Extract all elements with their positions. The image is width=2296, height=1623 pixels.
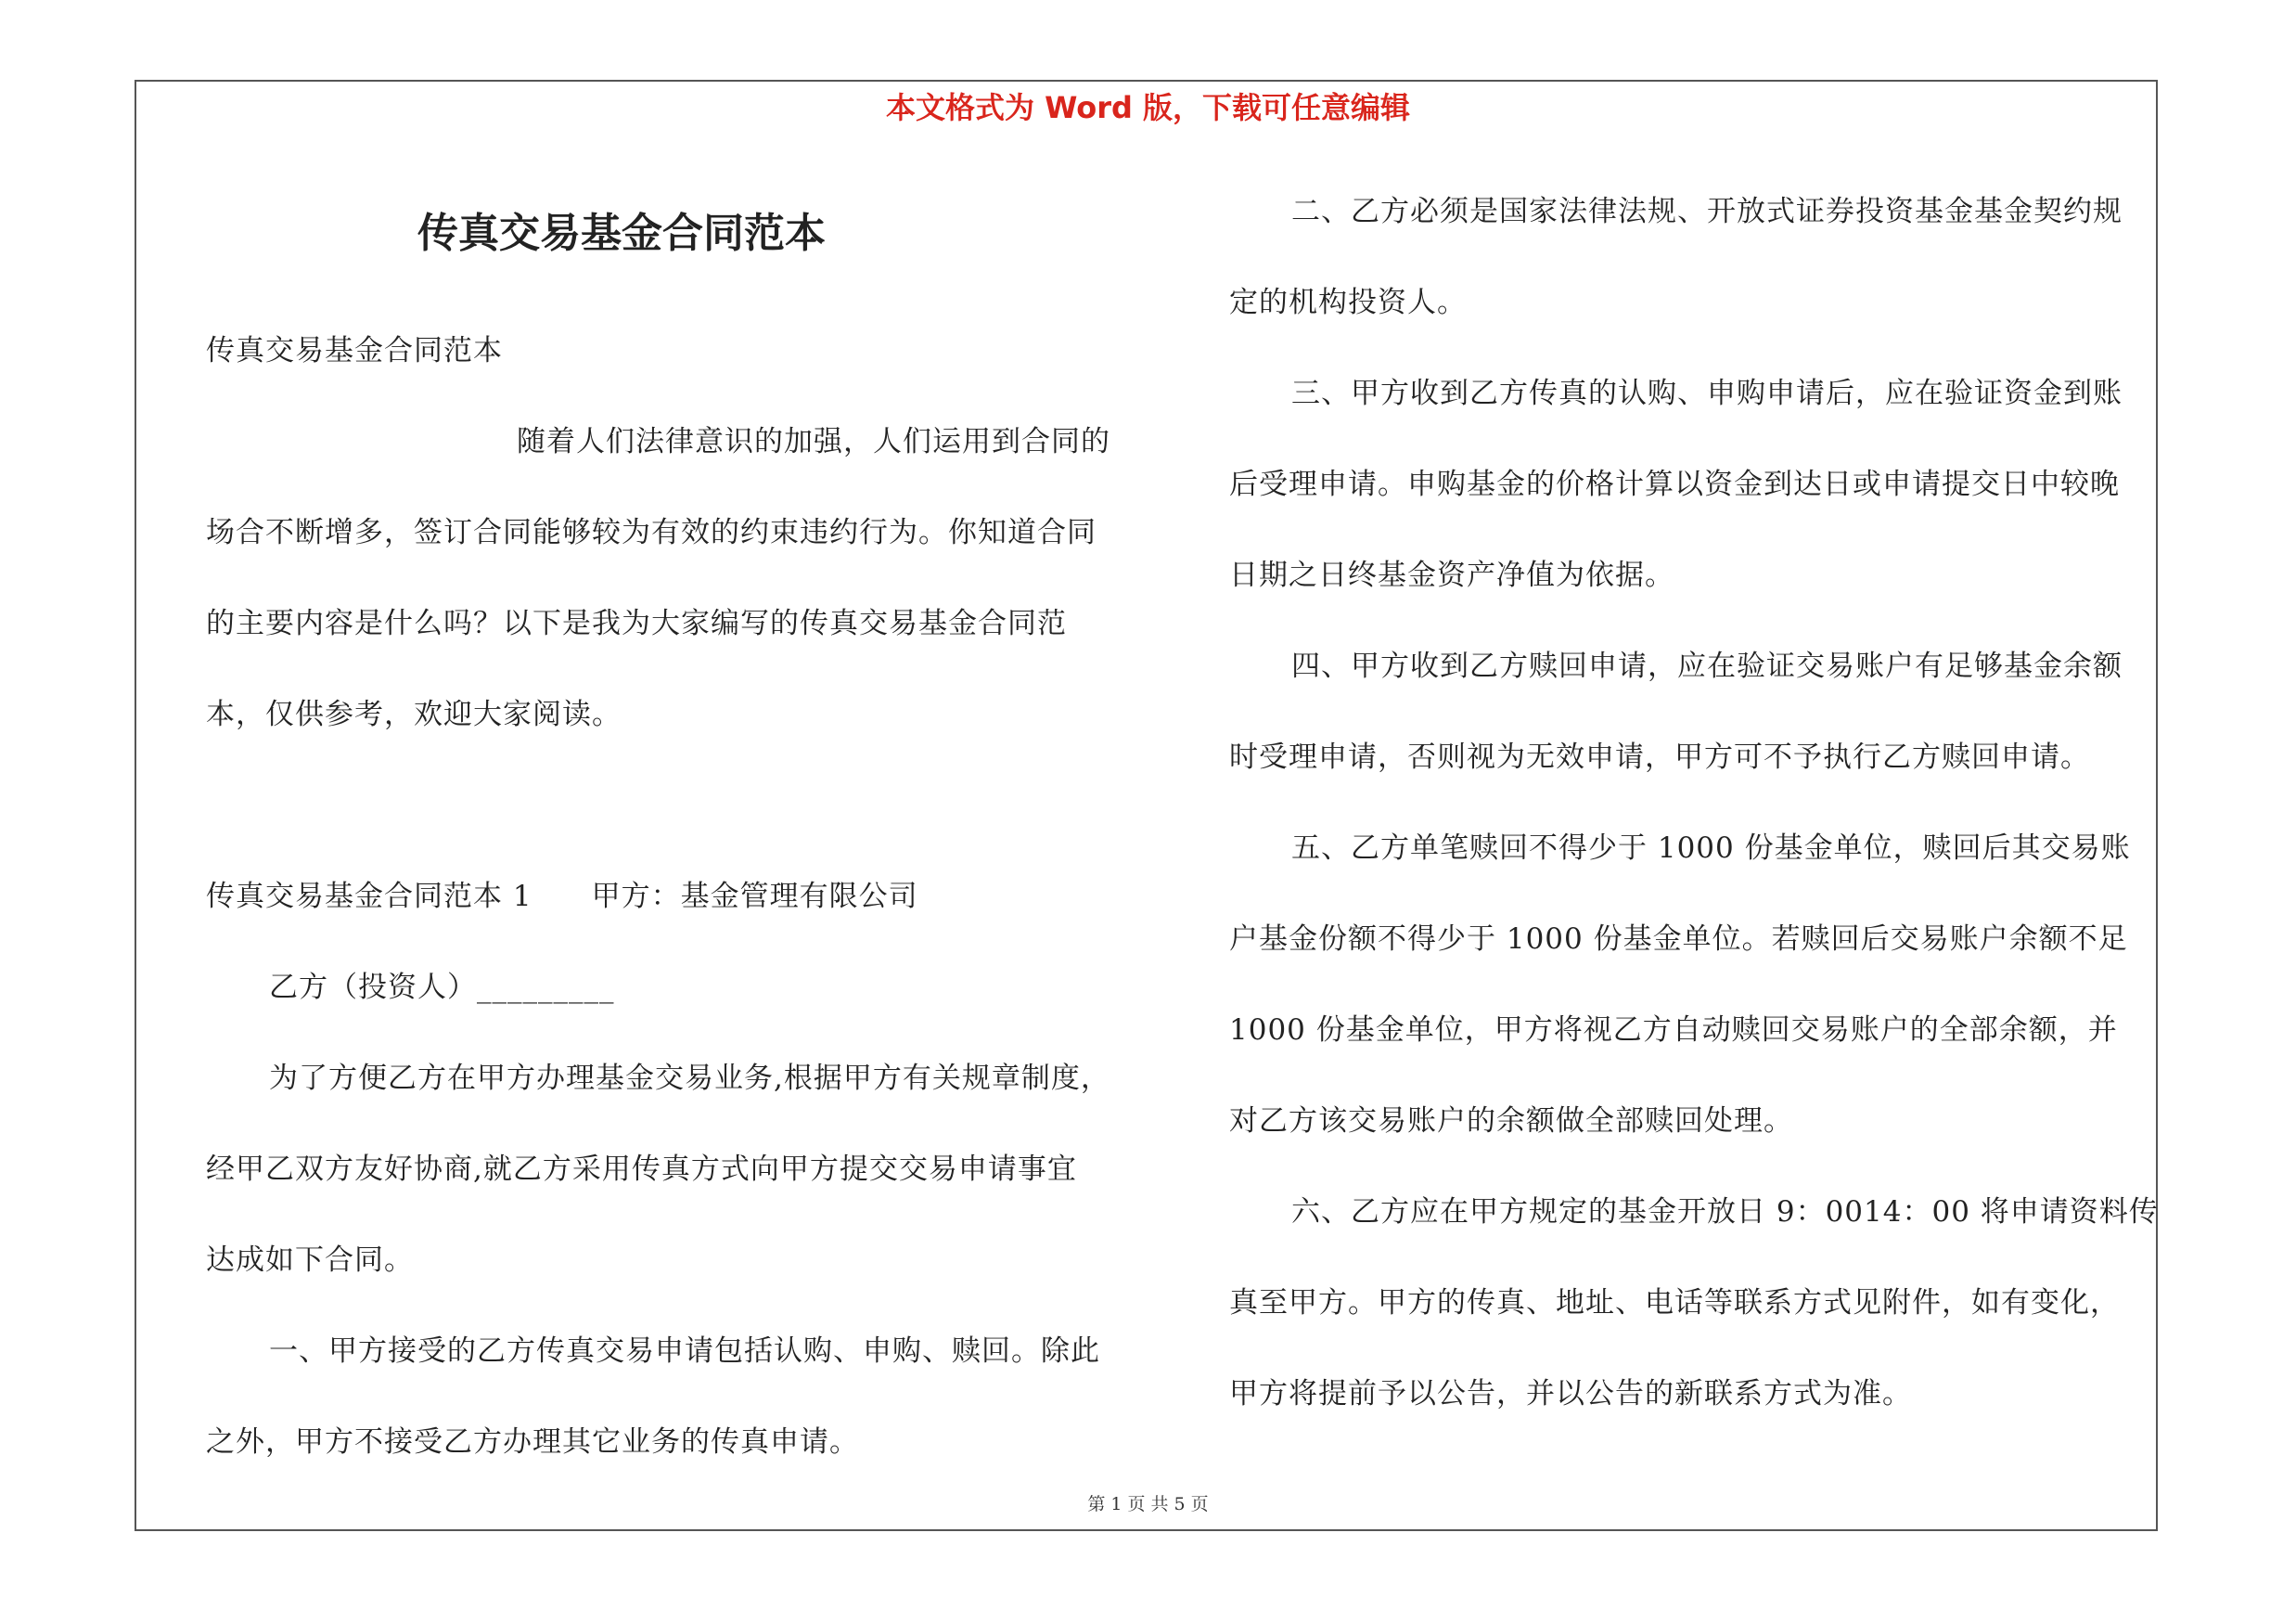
clause-line: 五、乙方单笔赎回不得少于 1000 份基金单位，赎回后其交易账 <box>1291 831 2131 865</box>
clause-line: 户基金份额不得少于 1000 份基金单位。若赎回后交易账户余额不足 <box>1229 922 2128 956</box>
clause-line: 三、甲方收到乙方传真的认购、申购申请后，应在验证资金到账 <box>1291 377 2123 410</box>
clause-line: 甲方将提前予以公告，并以公告的新联系方式为准。 <box>1229 1377 1912 1410</box>
clause-line: 真至甲方。甲方的传真、地址、电话等联系方式见附件，如有变化， <box>1229 1286 2120 1320</box>
paragraph-line: 经甲乙双方友好协商,就乙方采用传真方式向甲方提交交易申请事宜 <box>206 1153 1077 1186</box>
clause-line: 后受理申请。申购基金的价格计算以资金到达日或申请提交日中较晚 <box>1229 468 2120 501</box>
clause-line: 之外，甲方不接受乙方办理其它业务的传真申请。 <box>206 1425 859 1459</box>
page-indicator: 第 1 页 共 5 页 <box>1087 1494 1209 1514</box>
contract-heading-line: 传真交易基金合同范本 1 甲方：基金管理有限公司 <box>206 880 918 913</box>
clause-line: 定的机构投资人。 <box>1229 286 1467 319</box>
word-format-notice: 本文格式为 Word 版，下载可任意编辑 <box>885 90 1411 125</box>
clause-line: 二、乙方必须是国家法律法规、开放式证券投资基金基金契约规 <box>1291 195 2123 228</box>
clause-line: 日期之日终基金资产净值为依据。 <box>1229 559 1674 592</box>
clause-line: 时受理申请，否则视为无效申请，甲方可不予执行乙方赎回申请。 <box>1229 741 2090 774</box>
clause-line: 四、甲方收到乙方赎回申请，应在验证交易账户有足够基金余额 <box>1291 650 2123 683</box>
clause-line: 1000 份基金单位，甲方将视乙方自动赎回交易账户的全部余额，并 <box>1229 1013 2118 1047</box>
paragraph-line: 达成如下合同。 <box>206 1243 414 1277</box>
document-title: 传真交易基金合同范本 <box>417 210 826 257</box>
paragraph-line: 随着人们法律意识的加强，人们运用到合同的 <box>517 425 1110 458</box>
subtitle-line: 传真交易基金合同范本 <box>206 334 503 367</box>
paragraph-line: 为了方便乙方在甲方办理基金交易业务,根据甲方有关规章制度， <box>269 1062 1110 1095</box>
party-b-line: 乙方（投资人）_________ <box>269 971 615 1004</box>
paragraph-line: 的主要内容是什么吗？以下是我为大家编写的传真交易基金合同范 <box>206 607 1067 640</box>
clause-line: 对乙方该交易账户的余额做全部赎回处理。 <box>1229 1104 1793 1138</box>
clause-line: 六、乙方应在甲方规定的基金开放日 9：0014：00 将申请资料传 <box>1291 1195 2159 1229</box>
paragraph-line: 场合不断增多，签订合同能够较为有效的约束违约行为。你知道合同 <box>206 516 1097 549</box>
clause-line: 一、甲方接受的乙方传真交易申请包括认购、申购、赎回。除此 <box>269 1334 1100 1368</box>
paragraph-line: 本，仅供参考，欢迎大家阅读。 <box>206 698 622 731</box>
